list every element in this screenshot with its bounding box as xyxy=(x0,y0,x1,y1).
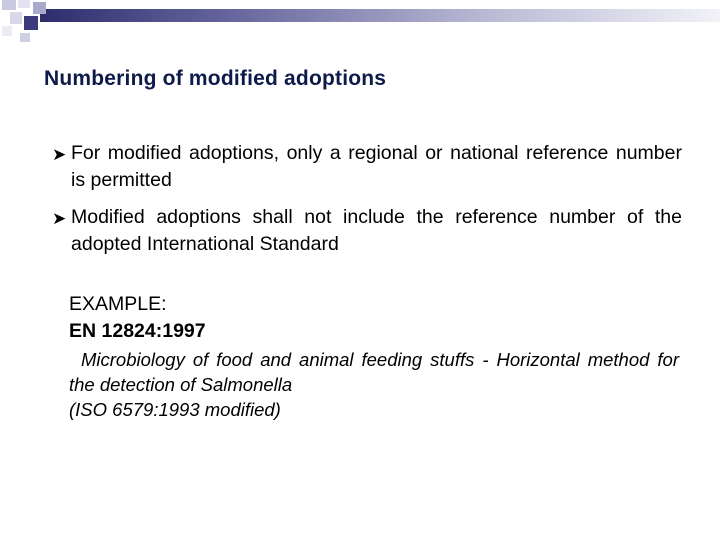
slide-title: Numbering of modified adoptions xyxy=(44,67,387,90)
decor-square xyxy=(24,16,38,30)
decor-square xyxy=(10,12,22,24)
bullet-text: Modified adoptions shall not include the reference number of the adopted International Standard xyxy=(71,206,682,255)
standard-description: Microbiology of food and animal feeding stuffs - Horizontal method for the detection of Salmonella xyxy=(69,349,679,395)
decor-square xyxy=(33,2,46,14)
example-block xyxy=(69,291,679,422)
decor-square xyxy=(2,0,16,10)
standard-code: EN 12824:1997 xyxy=(69,320,206,342)
header-decoration xyxy=(0,0,720,44)
bullet-text: For modified adoptions, only a regional or national reference number is permitted xyxy=(71,142,682,191)
decor-square xyxy=(20,33,30,42)
arrow-bullet-icon: ➤ xyxy=(52,145,67,164)
arrow-bullet-icon: ➤ xyxy=(52,209,67,228)
header-gradient-bar xyxy=(40,9,720,22)
decor-square xyxy=(2,26,12,36)
decor-square xyxy=(18,0,30,8)
example-label: EXAMPLE: xyxy=(69,293,167,315)
iso-reference: (ISO 6579:1993 modified) xyxy=(69,399,281,420)
